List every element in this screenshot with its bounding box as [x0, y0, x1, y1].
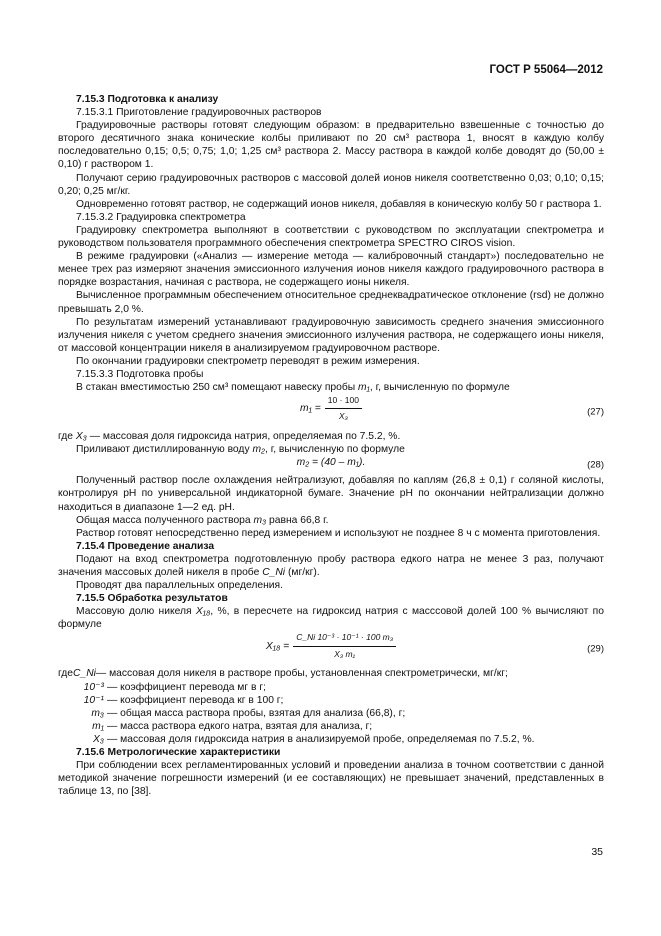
formula-lhs: m₁ =: [300, 403, 321, 415]
paragraph: Вычисленное программным обеспечением относительное среднеквадратическое отклонение (rsd) не должно превышать 2,0 %.: [58, 290, 604, 315]
formula-29: [58, 631, 604, 667]
document-header: ГОСТ Р 55064—2012: [489, 64, 603, 76]
fraction: [293, 631, 396, 660]
text-fragment: Приливают дистиллированную воду: [76, 444, 253, 456]
text-fragment: — массовая доля гидроксида натрия, определяемая по 7.5.2, %.: [86, 431, 401, 443]
where-label: где: [58, 668, 74, 680]
definition-row: [58, 667, 604, 680]
symbol-x18: X₁₈: [195, 606, 211, 618]
paragraph: Градуировку спектрометра выполняют в соответствии с руководством по эксплуатации спектрометра и руководством пользователя программного обеспечения спектрометра SPECTRO CIROS vision.: [58, 224, 604, 250]
paragraph: При соблюдении всех регламентированных условий и проведении анализа в точном соответствии с данной методикой значение погрешности измерений (и ее составляющих) не превышает значений, представленных в таблице 13, по [38].: [58, 760, 604, 798]
section-heading: 7.15.3 Подготовка к анализу: [76, 94, 219, 105]
definition-symbol: m₃: [91, 707, 104, 719]
paragraph: Одновременно готовят раствор, не содержащий ионов никеля, добавляя в коническую колбу 50 г раствора 1.: [76, 198, 602, 210]
symbol-cni: C_Ni: [262, 567, 286, 578]
fraction-denominator: X₃: [338, 411, 348, 422]
paragraph: Проводят два параллельных определения.: [76, 580, 283, 592]
definition-row: [58, 707, 604, 720]
definition-text: — массовая доля никеля в растворе пробы, установленная спектрометрически, мг/кг;: [95, 668, 508, 680]
formula-27: [58, 394, 604, 430]
paragraph: [58, 443, 604, 456]
definition-text: — массовая доля гидроксида натрия в анализируемой пробе, определяемая по 7.5.2, %.: [107, 733, 535, 745]
text-fragment: Общая масса полученного раствора: [76, 514, 254, 526]
definition-text: — масса раствора едкого натра, взятая для анализа, г;: [107, 720, 373, 732]
text-fragment: Массовую долю никеля: [76, 606, 196, 618]
paragraph: Градуировочные растворы готовят следующим образом: в предварительно взвешенные с точностью до второго десятичного знака конические колбы приливают по 20 см³ раствора 1, вносят в каждую колбу последовательно 0,15; 0,5; 0,75; 1,0; 1,25 см³ раствора 2. Массу раствора в каждой колбе доводят до (50,00 ± 0,10) г раствором 1.: [58, 120, 604, 171]
text-fragment: , г, вычисленную по формуле: [369, 382, 510, 394]
section-heading: 7.15.5 Обработка результатов: [76, 593, 228, 605]
paragraph: [58, 605, 604, 631]
definition-symbol: m₁: [92, 720, 104, 732]
text-fragment: (мг/кг).: [285, 567, 320, 578]
page-number: 35: [591, 846, 603, 858]
fraction: [325, 394, 362, 423]
text-fragment: , г, вычисленную по формуле: [264, 444, 405, 456]
symbol-m3: m₃: [253, 514, 267, 526]
page-body: [58, 93, 604, 798]
fraction-numerator: C_Ni 10⁻³ · 10⁻¹ · 100 m₃: [293, 631, 396, 646]
symbol-m2: m₂: [252, 444, 265, 456]
formula-28: [58, 456, 604, 474]
paragraph: [58, 553, 604, 579]
formula-expression: m₂ = (40 – m₁).: [296, 457, 366, 469]
paragraph: [58, 430, 604, 443]
paragraph: [58, 381, 604, 394]
definition-symbol: 10⁻¹: [83, 694, 104, 706]
symbol-m1: m₁: [358, 382, 370, 394]
definition-symbol: X₃: [93, 733, 104, 745]
paragraph: Полученный раствор после охлаждения нейтрализуют, добавляя по каплям (26,8 ± 0,1) г соляной кислоты, контролируя pH по универсальной индикаторной бумаге. Значение pH по окончании нейтрализации должно находиться в диапазоне 1—2 ед. pH.: [58, 475, 604, 513]
paragraph: В режиме градуировки («Анализ — измерение метода — калибровочный стандарт») последовательно не менее трех раз измеряют значения эмиссионного излучения ионов никеля каждого градуировочного раствора в порядке возрастания, начиная с раствора, не содержащего ионы никеля.: [58, 251, 604, 289]
formula-number: (29): [587, 643, 604, 655]
definition-row: [58, 694, 604, 707]
definition-symbol: C_Ni: [73, 668, 96, 680]
text-fragment: равна 66,8 г.: [266, 514, 329, 526]
formula-number: (28): [587, 459, 604, 471]
section-heading: 7.15.6 Метрологические характеристики: [76, 747, 281, 759]
paragraph: Раствор готовят непосредственно перед измерением и используют не позднее 8 ч с момента приготовления.: [76, 527, 601, 539]
text-fragment: где: [58, 431, 76, 443]
definition-row: [58, 681, 604, 694]
paragraph: По результатам измерений устанавливают градуировочную зависимость среднего значения эмиссионного излучения никеля с учетом среднего значения эмиссионного излучения раствора, не содержащего ионы никеля, от массовой концентрации никеля в анализируемом градуировочном растворе.: [58, 316, 604, 354]
section-heading: 7.15.4 Проведение анализа: [76, 540, 215, 552]
symbol-x3: X₃: [75, 431, 87, 443]
paragraph: Получают серию градуировочных растворов с массовой долей ионов никеля соответственно 0,03; 0,10; 0,15; 0,20; 0,25 мг/кг.: [58, 172, 604, 197]
definition-row: [58, 733, 604, 746]
definition-row: [58, 720, 604, 733]
fraction-numerator: 10 · 100: [325, 394, 362, 409]
definition-text: — коэффициент перевода кг в 100 г;: [107, 694, 284, 706]
formula-lhs: X₁₈ =: [265, 640, 290, 652]
subsection-heading: 7.15.3.1 Приготовление градуировочных растворов: [76, 107, 322, 119]
subsection-heading: 7.15.3.2 Градуировка спектрометра: [76, 211, 246, 223]
text-fragment: В стакан вместимостью 250 см³ помещают навеску пробы: [76, 382, 359, 394]
subsection-heading: 7.15.3.3 Подготовка пробы: [76, 368, 204, 380]
text-fragment: , %, в пересчете на гидроксид натрия с масссовой долей 100 % вычисляют по формуле: [58, 606, 604, 631]
formula-number: (27): [587, 406, 604, 418]
definition-text: — общая масса раствора пробы, взятая для анализа (66,8), г;: [107, 707, 406, 719]
text-fragment: Подают на вход спектрометра подготовленную пробу раствора едкого натра не менее 3 раз, получают значения массовых долей никеля в пробе: [58, 553, 604, 578]
definition-symbol: 10⁻³: [83, 681, 104, 693]
paragraph: [58, 514, 604, 527]
fraction-denominator: X₃ m₁: [334, 648, 356, 659]
paragraph: По окончании градуировки спектрометр переводят в режим измерения.: [76, 355, 420, 367]
definition-text: — коэффициент перевода мг в г;: [107, 681, 266, 693]
